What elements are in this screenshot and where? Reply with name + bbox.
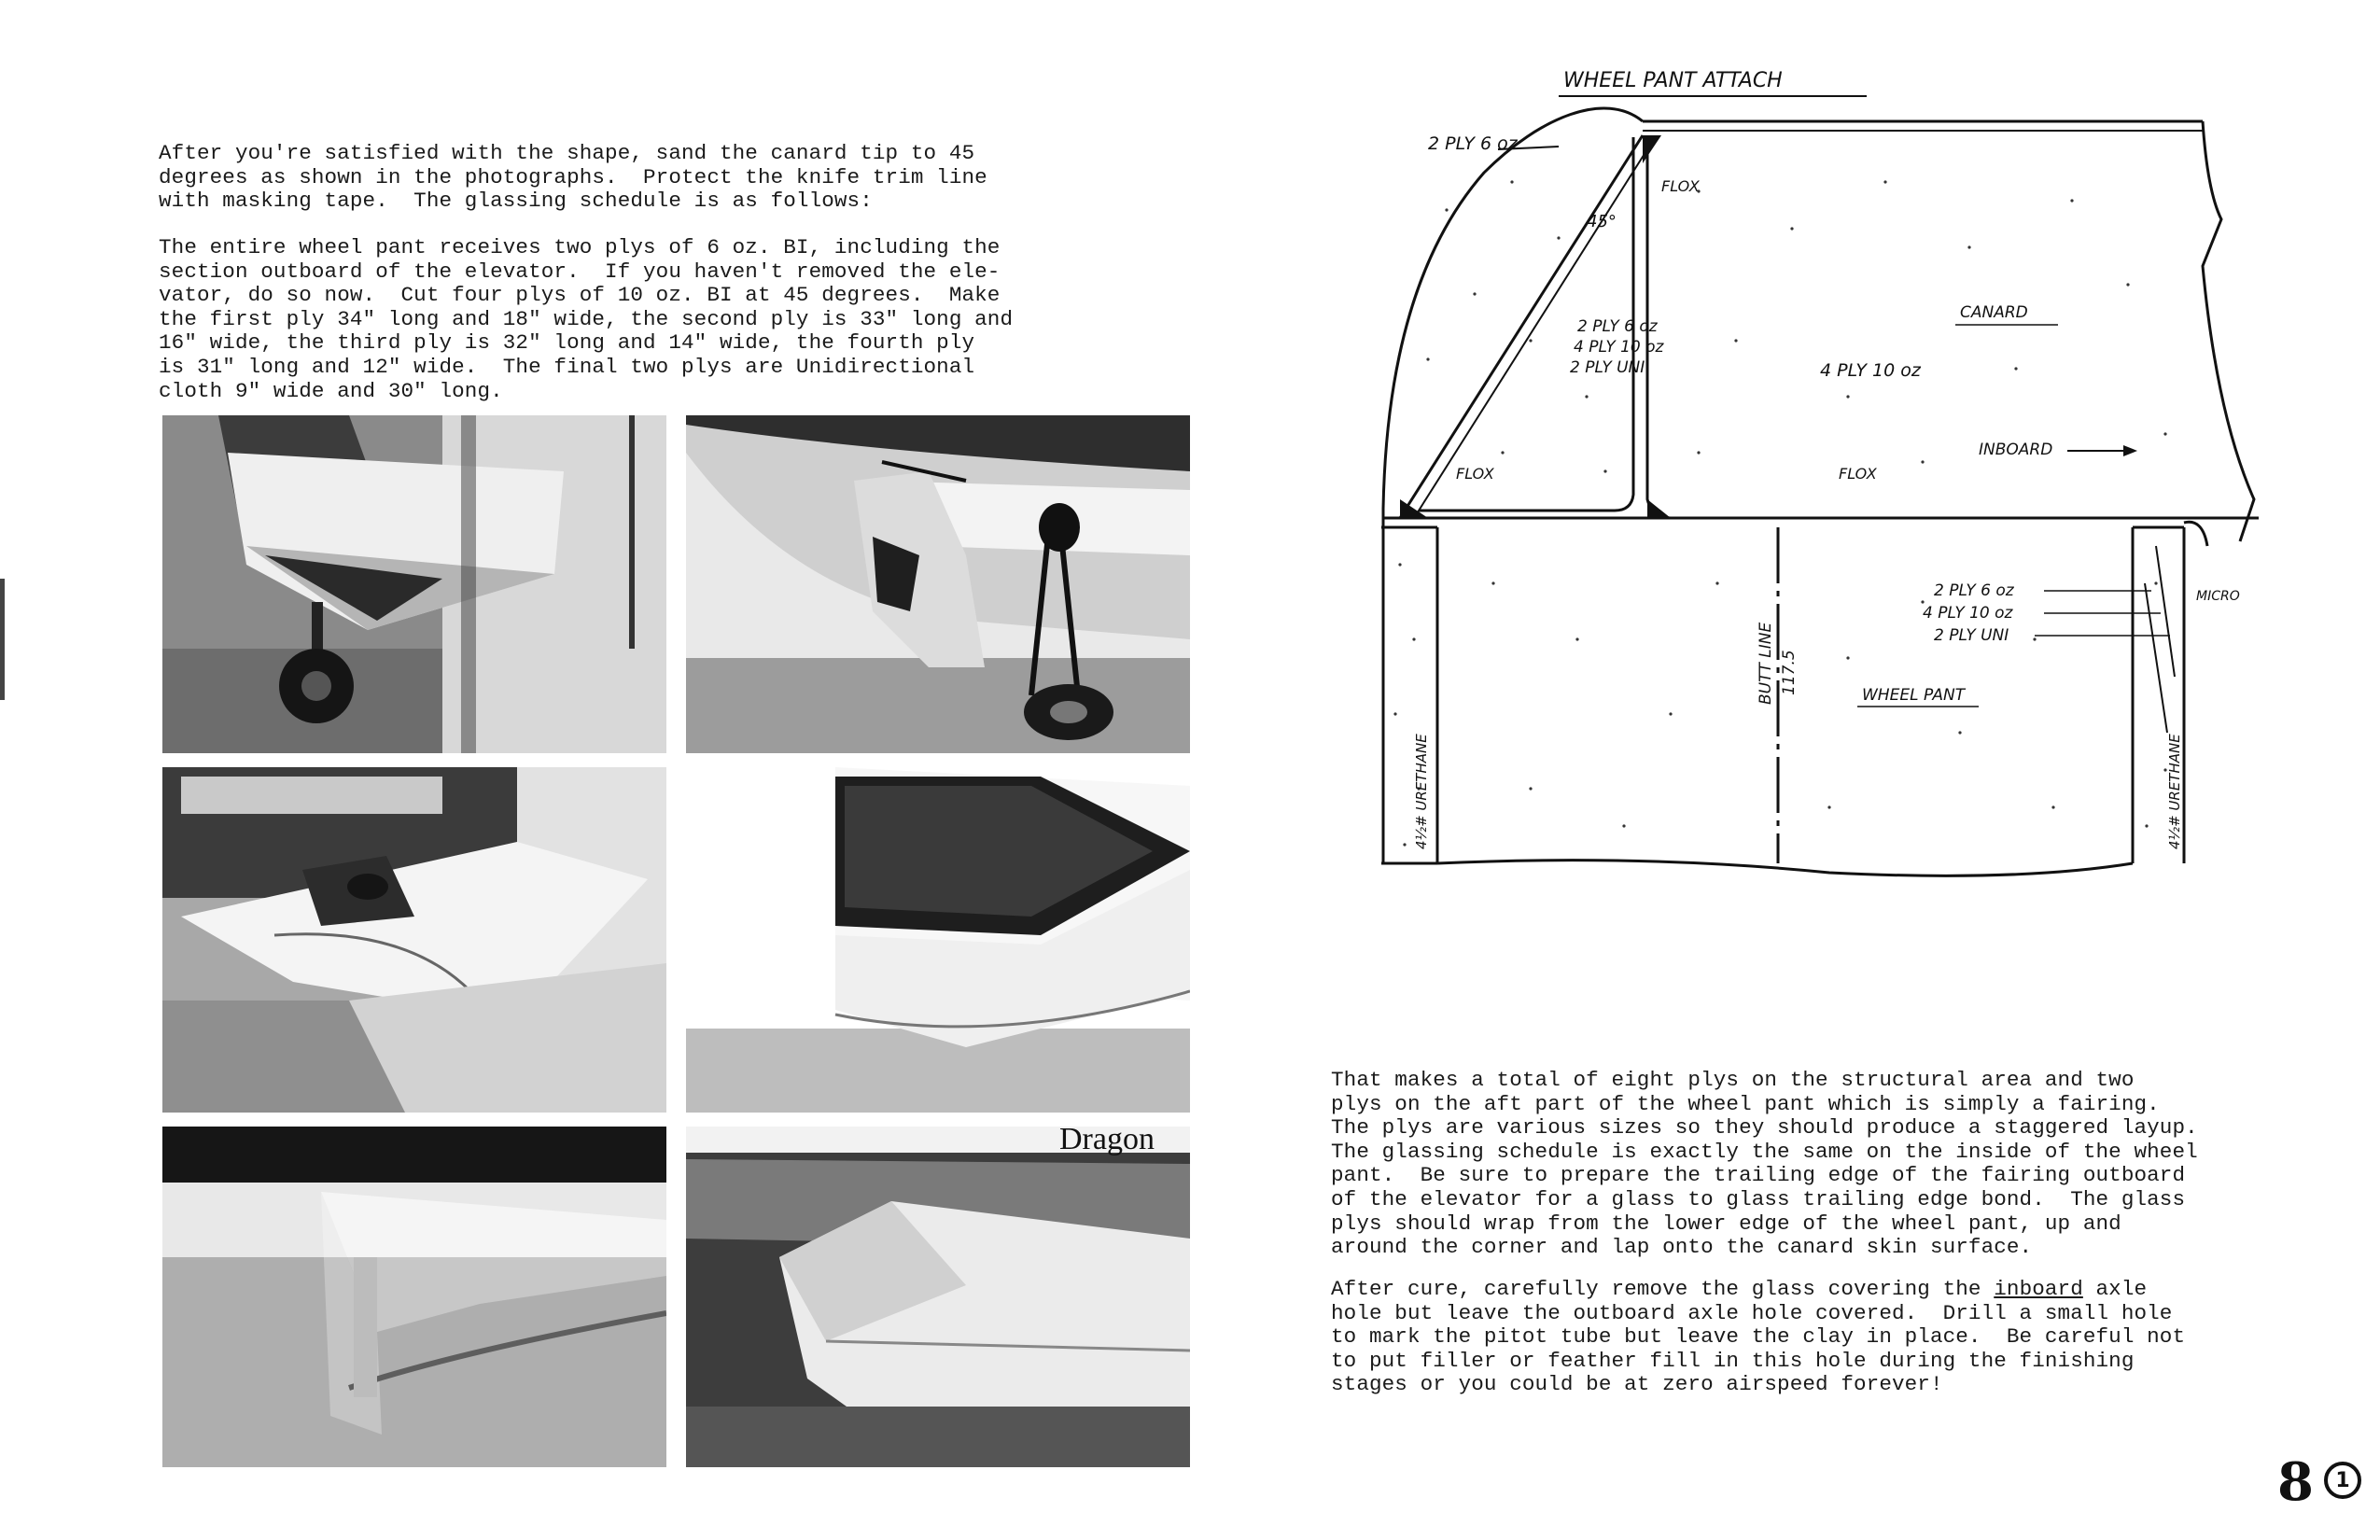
photo-wheel-pant-underside [162,415,666,753]
glassing-schedule-paragraph: The entire wheel pant receives two plys of 6 oz. BI, including the section outboard of the elevator. If you haven't removed the ele- vator, do so now. Cut four plys of 10 oz. BI at 45 degrees. Make the first ply 34" long and 18" wide, the second ply is 33" long and 16" wide, the third ply is 32" long and 14" wide, the fourth ply is 31" long and 12" wide. The final two plys are Unidirectional cloth 9" wide and 30" long. [159,235,1014,403]
wheel-pant-attach-diagram [1363,61,2259,901]
photo-wheel-pant-side [162,767,666,1113]
after-cure-paragraph [1331,1278,2185,1397]
photo-wheel-pant-rear [162,1127,666,1467]
label-flox-left: FLOX [1456,465,1494,483]
page-number-suffix: 1 [2324,1462,2361,1499]
photo-canard-tip-underside [686,1127,1190,1467]
label-butt-value: 117.5 [1780,650,1799,695]
label-uni-right: 2 PLY UNI [1934,626,2009,645]
label-uni-inner: 2 PLY UNI [1570,358,1645,377]
page-number: 8 [2277,1451,2314,1513]
eight-plys-paragraph: That makes a total of eight plys on the structural area and two plys on the aft part of the wheel pant which is simply a fairing. The plys are various sizes so they should produce a staggered layup. The glassing schedule is exactly the same on the inside of the wheel pant. Be sure to prepare the trailing edge of the fairing outboard of the elevator for a glass to glass trailing edge bond. The glass plys should wrap from the lower edge of the wheel pant, up and around the corner and lap onto the canard skin surface. [1331,1068,2198,1260]
label-flox-top: FLOX [1661,177,1700,195]
wheel-pant-outer-curve [1383,108,1643,509]
after-cure-rest: hole but leave the outboard axle hole covered. Drill a small hole to mark the pitot tube but leave the clay in place. Be careful not to put filler or feather fill in this hole during the finishing stages or you could be at zero airspeed forever! [1331,1300,2186,1397]
label-ply10-inner: 4 PLY 10 oz [1574,338,1664,357]
canard-box [1647,137,2240,518]
photo-caption-text: Dragon [1059,1127,1155,1156]
left-margin-mark [0,579,5,700]
inboard-underlined: inboard [1994,1277,2083,1301]
label-ply6-top: 2 PLY 6 oz [1428,133,1518,154]
photo-canard-tip-closeup [686,767,1190,1113]
label-butt-line: BUTT LINE [1757,622,1775,705]
label-flox-mid: FLOX [1839,465,1877,483]
label-ply10-right: 4 PLY 10 oz [1923,604,2013,623]
diagram-title: WHEEL PANT ATTACH [1563,69,1783,92]
label-canard: CANARD [1960,303,2028,322]
intro-paragraph: After you're satisfied with the shape, sand the canard tip to 45 degrees as shown in the photographs. Protect the knife trim line with masking tape. The glassing schedule is as follows: [159,141,987,214]
label-micro: MICRO [2196,589,2240,604]
label-inboard: INBOARD [1979,441,2053,459]
label-angle: 45° [1587,212,1617,231]
label-ply6-inner: 2 PLY 6 oz [1577,317,1658,336]
after-cure-line1-start: After cure, carefully remove the glass covering the [1331,1277,1995,1301]
label-wheel-pant: WHEEL PANT [1862,686,1966,705]
label-urethane-right: 4½# URETHANE [2166,734,2183,849]
label-urethane-left: 4½# URETHANE [1413,734,1430,849]
after-cure-line1-end: axle [2082,1277,2148,1301]
label-ply6-right: 2 PLY 6 oz [1934,581,2014,600]
label-ply10-canard: 4 PLY 10 oz [1820,360,1921,381]
photo-canard-tip-wheel [686,415,1190,753]
